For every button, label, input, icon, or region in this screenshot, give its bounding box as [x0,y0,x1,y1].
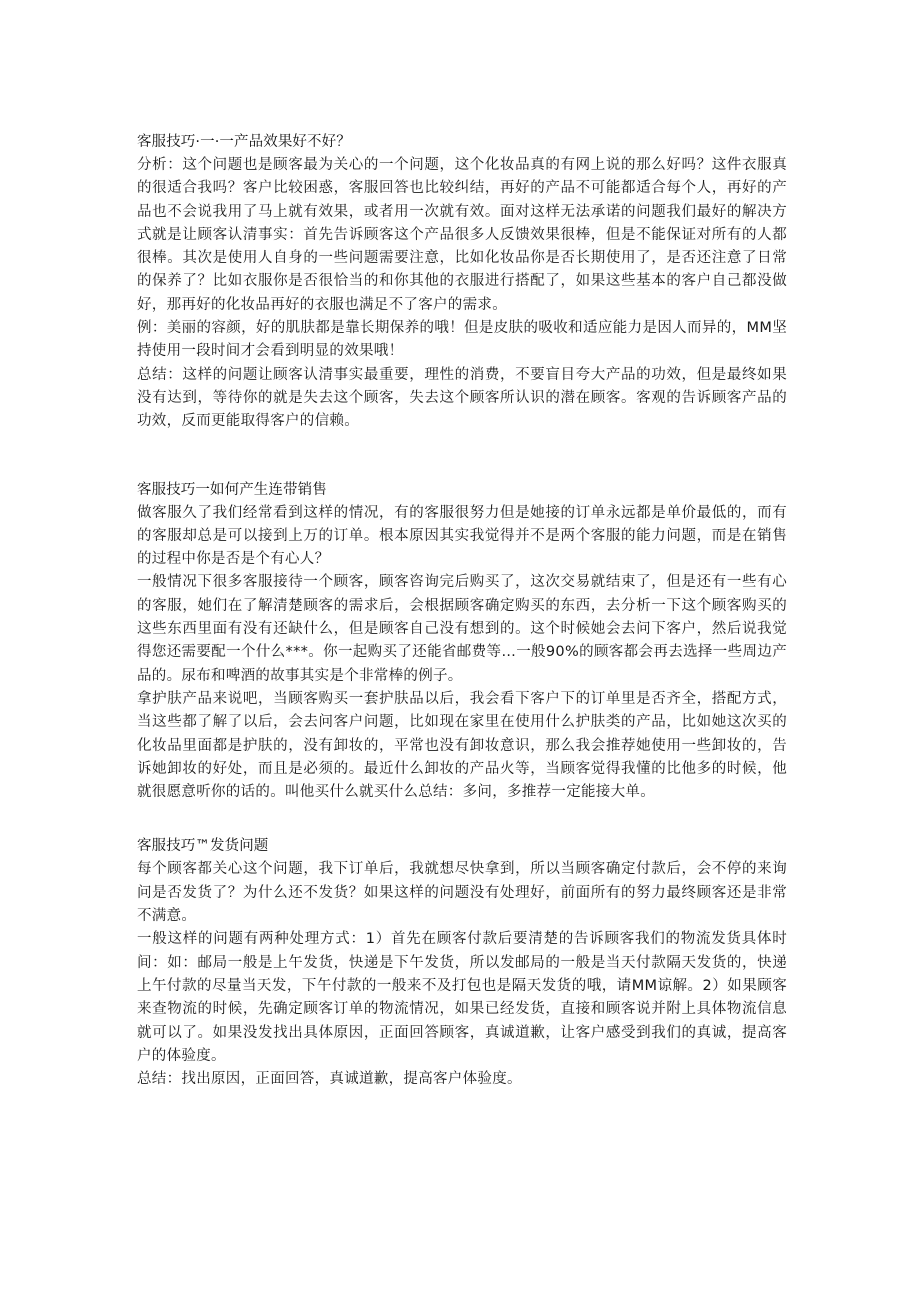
analysis-paragraph: 分析：这个问题也是顾客最为关心的一个问题，这个化妆品真的有网上说的那么好吗？这件衣服真的很适合我吗？客户比较困惑，客服回答也比较纠结，再好的产品不可能都适合每个人，再好的产品也不会说我用了马上就有效果，或者用一次就有效。面对这样无法承诺的问题我们最好的解决方式就是让顾客认清事实：首先告诉顾客这个产品很多人反馈效果很棒，但是不能保证对所有的人都很棒。其次是使用人自身的一些问题需要注意，比如化妆品你是否长期使用了，是否还注意了日常的保养了？比如衣服你是否很恰当的和你其他的衣服进行搭配了，如果这些基本的客户自己都没做好，那再好的化妆品再好的衣服也满足不了客户的需求。 [137,157,787,313]
section-heading: 客服技巧™发货问题 [137,838,269,855]
intro-paragraph: 做客服久了我们经常看到这样的情况，有的客服很努力但是她接的订单永远都是单价最低的，而有的客服却总是可以接到上万的订单。根本原因其实我觉得并不是两个客服的能力问题，而是在销售的过程中你是否是个有心人？ [137,504,787,568]
summary-paragraph: 总结：找出原因，正面回答，真诚道歉，提高客户体验度。 [137,1071,522,1088]
section-spacer [137,434,787,478]
example-paragraph: 拿护肤产品来说吧，当顾客购买一套护肤品以后，我会看下客户下的订单里是否齐全，搭配方式，当这些都了解了以后，会去问客户问题，比如现在家里在使用什么护肤类的产品，比如她这次买的化妆品里面都是护肤的，没有卸妆的，平常也没有卸妆意识，那么我会推荐她使用一些卸妆的，告诉她卸妆的好处，而且是必须的。最近什么卸妆的产品火等，当顾客觉得我懂的比他多的时候，他就很愿意听你的话的。叫他买什么就买什么总结：多问，多推荐一定能接大单。 [137,690,787,801]
example-paragraph: 例：美丽的容颜，好的肌肤都是靠长期保养的哦！但是皮肤的吸收和适应能力是因人而异的，MM坚持使用一段时间才会看到明显的效果哦！ [137,320,787,360]
document-page [137,130,787,1091]
section-cross-selling [137,478,787,805]
section-heading: 客服技巧一如何产生连带销售 [137,481,327,498]
section-shipping [137,834,787,1091]
section-spacer [137,804,787,834]
body-paragraph: 一般情况下很多客服接待一个顾客，顾客咨询完后购买了，这次交易就结束了，但是还有一些有心的客服，她们在了解清楚顾客的需求后，会根据顾客确定购买的东西，去分析一下这个顾客购买的这些东西里面有没有还缺什么，但是顾客自己没有想到的。这个时候她会去问下客户，然后说我觉得您还需要配一个什么***。你一起购买了还能省邮费等…一般90%的顾客都会再去选择一些周边产品的。尿布和啤酒的故事其实是个非常棒的例子。 [137,574,787,684]
body-paragraph: 一般这样的问题有两种处理方式：1）首先在顾客付款后要清楚的告诉顾客我们的物流发货具体时间：如：邮局一般是上午发货，快递是下午发货，所以发邮局的一般是当天付款隔天发货的，快递上午付款的尽量当天发，下午付款的一般来不及打包也是隔天发货的哦，请MM谅解。2）如果顾客来查物流的时候，先确定顾客订单的物流情况，如果已经发货，直接和顾客说并附上具体物流信息就可以了。如果没发找出具体原因，正面回答顾客，真诚道歉，让客户感受到我们的真诚，提高客户的体验度。 [137,931,787,1064]
section-product-effect [137,130,787,434]
intro-paragraph: 每个顾客都关心这个问题，我下订单后，我就想尽快拿到，所以当顾客确定付款后，会不停的来询问是否发货了？为什么还不发货？如果这样的问题没有处理好，前面所有的努力最终顾客还是非常不满意。 [137,861,787,925]
section-heading: 客服技巧·一·一产品效果好不好？ [137,134,351,150]
summary-paragraph: 总结：这样的问题让顾客认清事实最重要，理性的消费，不要盲目夸大产品的功效，但是最终如果没有达到，等待你的就是失去这个顾客，失去这个顾客所认识的潜在顾客。客观的告诉顾客产品的功效，反而更能取得客户的信赖。 [137,366,787,430]
